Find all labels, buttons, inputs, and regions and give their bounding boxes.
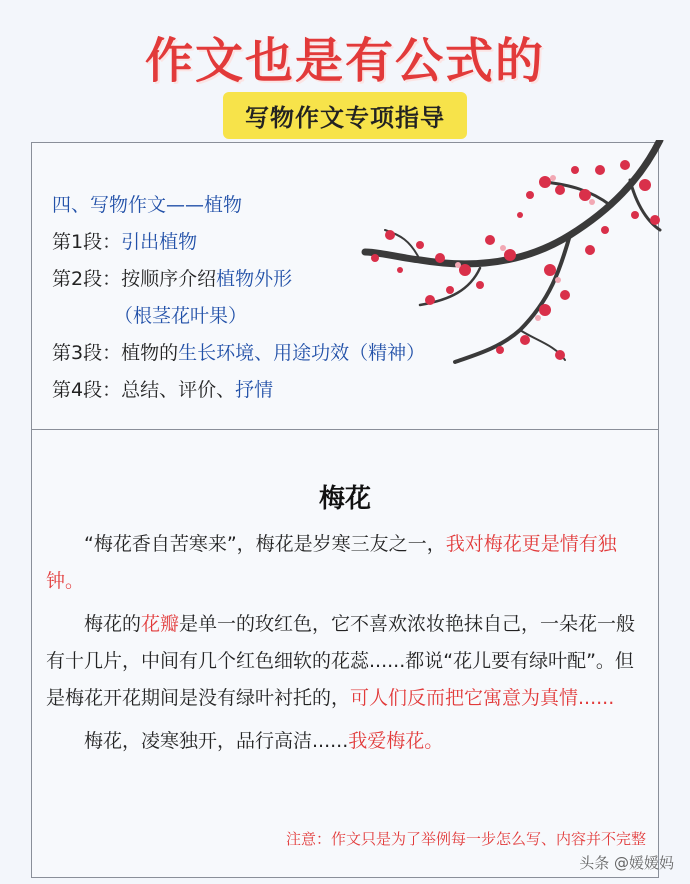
essay-paragraph-3: 梅花，凌寒独开，品行高洁......我爱梅花。: [84, 730, 444, 752]
outline-para4: 第4段：总结、评价、抒情: [52, 379, 274, 401]
outline-heading: 四、写物作文——植物: [52, 194, 243, 216]
essay-paragraph-2: 梅花的花瓣是单一的玫红色，它不喜欢浓妆艳抹自己，一朵花一般有十几片，中间有几个红色细软的花蕊......都说“花儿要有绿叶配”。但是梅花开花期间是没有绿叶衬托的，可人们反而把它寓意为真情......: [46, 613, 636, 709]
watermark: 头条 @媛媛妈: [579, 854, 674, 872]
outline-para2-detail: （根茎花叶果）: [114, 305, 248, 327]
subtitle-banner: 写物作文专项指导: [223, 92, 467, 139]
outline-para3: 第3段：植物的生长环境、用途功效（精神）: [52, 342, 426, 364]
essay-paragraph-1: “梅花香自苦寒来”，梅花是岁寒三友之一，我对梅花更是情有独钟。: [46, 533, 617, 592]
page-title: 作文也是有公式的: [144, 33, 545, 89]
essay-title: 梅花: [318, 484, 371, 514]
outline-para2: 第2段：按顺序介绍植物外形: [52, 268, 293, 290]
note-text: 注意：作文只是为了举例每一步怎么写、内容并不完整: [285, 830, 646, 848]
essay-body: [46, 526, 646, 766]
section-divider: [31, 429, 659, 430]
outline-section: [52, 187, 425, 409]
outline-para1: 第1段：引出植物: [52, 231, 198, 253]
